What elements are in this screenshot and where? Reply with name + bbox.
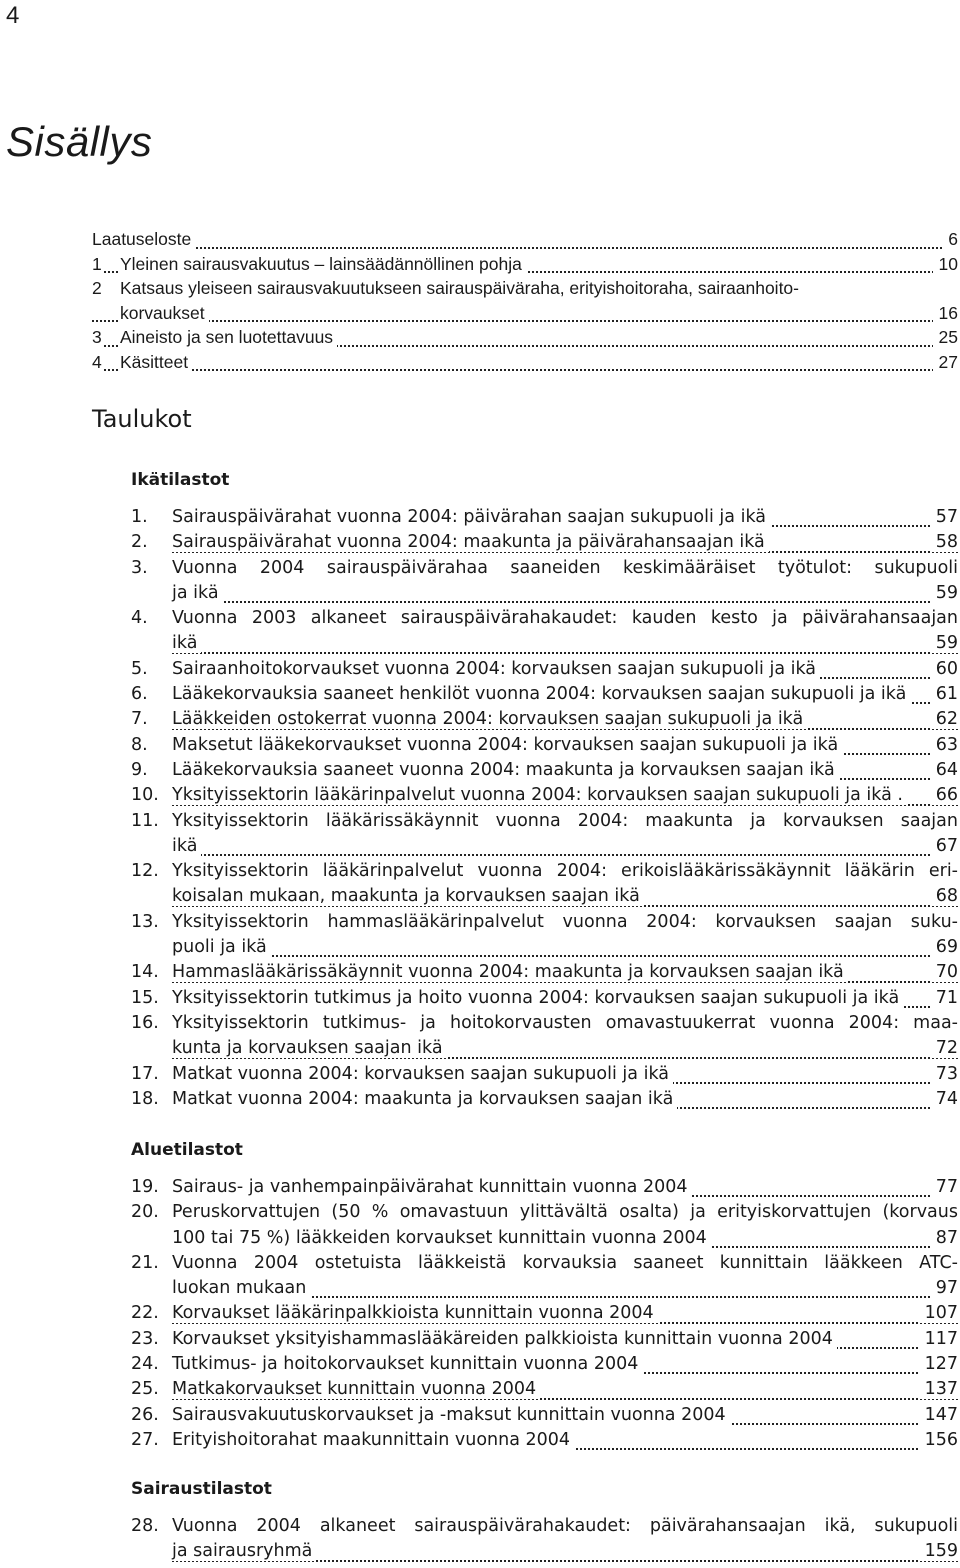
toc-entry-chapter-1[interactable] [92, 254, 958, 279]
dot-leader [92, 320, 958, 322]
table-number: 16. [131, 1012, 159, 1033]
table-page-number: 74 [930, 1089, 958, 1109]
chapter-number: 3 [92, 327, 102, 347]
table-number: 3. [131, 557, 148, 578]
toc-entry-page: 16 [933, 303, 958, 324]
table-page-number: 77 [930, 1177, 958, 1197]
table-list-entry[interactable] [131, 760, 958, 785]
page-number: 4 [6, 2, 20, 29]
page-title: Sisällys [6, 118, 153, 165]
table-list-entry[interactable] [131, 1405, 958, 1430]
table-number: 18. [131, 1088, 159, 1109]
table-title: Sairauspäivärahat vuonna 2004: päivärahan saajan sukupuoli ja ikä [172, 507, 770, 527]
table-list-entry[interactable] [131, 1013, 958, 1064]
table-number: 9. [131, 759, 148, 780]
table-title: Yksityissektorin lääkärinpalvelut vuonna 2004: korvauksen saajan sukupuoli ja ikä . [172, 785, 907, 805]
toc-entry-page: 27 [933, 352, 958, 373]
table-page-number: 71 [930, 988, 958, 1008]
toc-entry-title-continued: korvaukset [120, 303, 209, 324]
table-number: 20. [131, 1202, 159, 1223]
subsection-heading-ikatilastot: Ikätilastot [131, 470, 230, 490]
table-list-entry[interactable] [131, 1177, 958, 1202]
table-list-entry[interactable] [131, 608, 958, 659]
table-number: 23. [131, 1328, 159, 1349]
table-list-entry[interactable] [131, 1064, 958, 1089]
table-page-number: 159 [919, 1541, 958, 1561]
table-list-entry[interactable] [131, 558, 958, 609]
table-number: 6. [131, 684, 148, 705]
table-number: 22. [131, 1303, 159, 1324]
table-number: 15. [131, 987, 159, 1008]
table-list-entry[interactable] [131, 1253, 958, 1304]
table-number: 12. [131, 861, 159, 882]
table-list-entry[interactable] [131, 1430, 958, 1455]
table-page-number: 59 [930, 633, 958, 653]
table-list-entry[interactable] [131, 988, 958, 1013]
table-title: Maksetut lääkekorvaukset vuonna 2004: korvauksen saajan sukupuoli ja ikä [172, 735, 842, 755]
table-page-number: 117 [919, 1329, 958, 1349]
table-title: Hammaslääkärissäkäynnit vuonna 2004: maakunta ja korvauksen saajan ikä [172, 962, 848, 982]
table-page-number: 73 [930, 1064, 958, 1084]
table-page-number: 70 [930, 962, 958, 982]
table-title: Sairauspäivärahat vuonna 2004: maakunta ja päivärahansaajan ikä [172, 532, 769, 552]
chapter-number: 4 [92, 351, 102, 372]
dot-leader [92, 369, 958, 371]
table-list-entry[interactable] [131, 1089, 958, 1114]
table-title-continued: ja sairausryhmä [172, 1541, 316, 1561]
toc-entry-laatuseloste[interactable] [92, 229, 958, 254]
table-list-entry[interactable] [131, 709, 958, 734]
table-number: 8. [131, 734, 148, 755]
toc-entry-title: Yleinen sairausvakuutus – lainsäädännöllinen pohja [120, 254, 526, 275]
table-page-number: 68 [930, 886, 958, 906]
table-list-entry[interactable] [131, 912, 958, 963]
table-number: 11. [131, 810, 159, 831]
table-number: 2. [131, 532, 148, 553]
dot-leader [172, 601, 958, 603]
table-page-number: 64 [930, 760, 958, 780]
table-title: Sairaus- ja vanhempainpäivärahat kunnittain vuonna 2004 [172, 1177, 692, 1197]
table-title-continued: ja ikä [172, 583, 223, 603]
toc-entry-title: Katsaus yleiseen sairausvakuutukseen sairauspäiväraha, erityishoitoraha, sairaanhoito- [120, 278, 803, 299]
dot-leader [172, 652, 958, 654]
table-title-continued: puoli ja ikä [172, 937, 271, 957]
table-title: Matkat vuonna 2004: maakunta ja korvauksen saajan ikä [172, 1089, 677, 1109]
table-title: Yksityissektorin lääkärissäkäynnit vuonna 2004: maakunta ja korvauksen saajan [172, 810, 958, 831]
table-title: Matkakorvaukset kunnittain vuonna 2004 [172, 1379, 540, 1399]
table-number: 27. [131, 1429, 159, 1450]
table-list-entry[interactable] [131, 1329, 958, 1354]
toc-entry-title: Aineisto ja sen luotettavuus [120, 327, 337, 348]
toc-entry-chapter-2-continued[interactable] [92, 303, 958, 328]
toc-entry-chapter-3[interactable] [92, 327, 958, 352]
table-list-entry[interactable] [131, 811, 958, 862]
table-number: 7. [131, 709, 148, 730]
table-page-number: 137 [919, 1379, 958, 1399]
table-page-number: 67 [930, 836, 958, 856]
table-title: Sairaanhoitokorvaukset vuonna 2004: korvauksen saajan sukupuoli ja ikä [172, 659, 820, 679]
table-number: 24. [131, 1354, 159, 1375]
dot-leader [92, 247, 958, 249]
table-title: Lääkekorvauksia saaneet vuonna 2004: maakunta ja korvauksen saajan ikä [172, 760, 839, 780]
table-list-entry[interactable] [131, 1379, 958, 1404]
table-list-entry[interactable] [131, 684, 958, 709]
table-list-entry[interactable] [131, 861, 958, 912]
table-title: Yksityissektorin lääkärinpalvelut vuonna 2004: erikoislääkärissäkäynnit lääkärin eri- [172, 861, 958, 882]
table-title: Yksityissektorin tutkimus ja hoito vuonna 2004: korvauksen saajan sukupuoli ja ikä [172, 988, 903, 1008]
section-heading-taulukot: Taulukot [92, 405, 192, 433]
table-list-entry[interactable] [131, 735, 958, 760]
table-title: Erityishoitorahat maakunnittain vuonna 2004 [172, 1430, 574, 1450]
toc-entry-chapter-4[interactable] [92, 352, 958, 377]
table-number: 25. [131, 1379, 159, 1400]
table-title: Lääkkeiden ostokerrat vuonna 2004: korvauksen saajan sukupuoli ja ikä [172, 709, 807, 729]
table-title-continued: ikä [172, 836, 201, 856]
toc-entry-page: 25 [933, 327, 958, 348]
dot-leader [172, 854, 958, 856]
table-page-number: 107 [919, 1303, 958, 1323]
table-page-number: 57 [930, 507, 958, 527]
table-title-continued: 100 tai 75 %) lääkkeiden korvaukset kunnittain vuonna 2004 [172, 1228, 711, 1248]
table-list-entry[interactable] [131, 785, 958, 810]
table-title-continued: koisalan mukaan, maakunta ja korvauksen saajan ikä [172, 886, 644, 906]
table-title: Lääkekorvauksia saaneet henkilöt vuonna 2004: korvauksen saajan sukupuoli ja ikä [172, 684, 910, 704]
table-number: 28. [131, 1516, 159, 1536]
table-list-entry[interactable] [131, 1354, 958, 1379]
table-page-number: 59 [930, 583, 958, 603]
table-page-number: 127 [919, 1354, 958, 1374]
table-title: Matkat vuonna 2004: korvauksen saajan sukupuoli ja ikä [172, 1064, 673, 1084]
table-page-number: 58 [930, 532, 958, 552]
table-page-number: 87 [930, 1228, 958, 1248]
table-page-number: 147 [919, 1405, 958, 1425]
table-title: Korvaukset lääkärinpalkkioista kunnittain vuonna 2004 [172, 1303, 658, 1323]
table-title: Peruskorvattujen (50 % omavastuun ylittävältä osalta) ja erityiskorvattujen (korvaus [172, 1202, 958, 1223]
table-page-number: 69 [930, 937, 958, 957]
table-title: Vuonna 2004 alkaneet sairauspäivärahakaudet: päivärahansaajan ikä, sukupuoli [172, 1516, 958, 1536]
toc-entry-title: Käsitteet [120, 352, 192, 373]
toc-entry-page: 10 [933, 254, 958, 275]
table-number: 26. [131, 1404, 159, 1425]
table-number: 17. [131, 1063, 159, 1084]
table-title: Yksityissektorin hammaslääkärinpalvelut vuonna 2004: korvauksen saajan suku- [172, 911, 958, 932]
table-page-number: 61 [930, 684, 958, 704]
subsection-heading-sairaustilastot: Sairaustilastot [131, 1479, 272, 1499]
table-title: Sairausvakuutuskorvaukset ja -maksut kunnittain vuonna 2004 [172, 1405, 730, 1425]
table-page-number: 60 [930, 659, 958, 679]
table-title: Korvaukset yksityishammaslääkäreiden palkkioista kunnittain vuonna 2004 [172, 1329, 837, 1349]
toc-entry-chapter-2[interactable] [92, 278, 958, 303]
table-number: 4. [131, 608, 148, 629]
table-title-continued: kunta ja korvauksen saajan ikä [172, 1038, 447, 1058]
toc-entry-page: 6 [942, 229, 958, 250]
table-title: Vuonna 2003 alkaneet sairauspäivärahakaudet: kauden kesto ja päivärahansaajan [172, 608, 958, 629]
table-page-number: 66 [930, 785, 958, 805]
table-page-number: 156 [919, 1430, 958, 1450]
table-number: 10. [131, 785, 159, 806]
table-list-sairaustilastot [131, 1516, 958, 1567]
table-list-entry[interactable] [131, 962, 958, 987]
table-list-aluetilastot [131, 1177, 958, 1455]
table-number: 1. [131, 507, 148, 527]
table-page-number: 97 [930, 1278, 958, 1298]
table-list-entry[interactable] [131, 507, 958, 532]
table-page-number: 63 [930, 735, 958, 755]
table-title: Tutkimus- ja hoitokorvaukset kunnittain vuonna 2004 [172, 1354, 642, 1374]
table-list-entry[interactable] [131, 659, 958, 684]
table-number: 13. [131, 911, 159, 932]
table-number: 19. [131, 1177, 159, 1197]
table-list-ikatilastot [131, 507, 958, 1114]
table-title: Vuonna 2004 sairauspäivärahaa saaneiden keskimääräiset työtulot: sukupuoli [172, 557, 958, 578]
subsection-heading-aluetilastot: Aluetilastot [131, 1140, 243, 1160]
chapter-number: 2 [92, 278, 102, 298]
table-list-entry[interactable] [131, 532, 958, 557]
table-page-number: 72 [930, 1038, 958, 1058]
table-title: Yksityissektorin tutkimus- ja hoitokorvausten omavastuukerrat vuonna 2004: maa- [172, 1012, 958, 1033]
table-list-entry[interactable] [131, 1303, 958, 1328]
table-title-continued: luokan mukaan [172, 1278, 310, 1298]
dot-leader [172, 955, 958, 957]
toc-main-list [92, 229, 958, 376]
table-list-entry[interactable] [131, 1202, 958, 1253]
table-title-continued: ikä [172, 633, 201, 653]
table-number: 21. [131, 1252, 159, 1273]
table-number: 5. [131, 658, 148, 679]
chapter-number: 1 [92, 253, 102, 274]
table-title: Vuonna 2004 ostetuista lääkkeistä korvauksia saaneet kunnittain lääkkeen ATC- [172, 1252, 958, 1273]
table-list-entry[interactable] [131, 1516, 958, 1567]
table-page-number: 62 [930, 709, 958, 729]
toc-entry-title: Laatuseloste [92, 229, 195, 250]
table-number: 14. [131, 962, 159, 983]
